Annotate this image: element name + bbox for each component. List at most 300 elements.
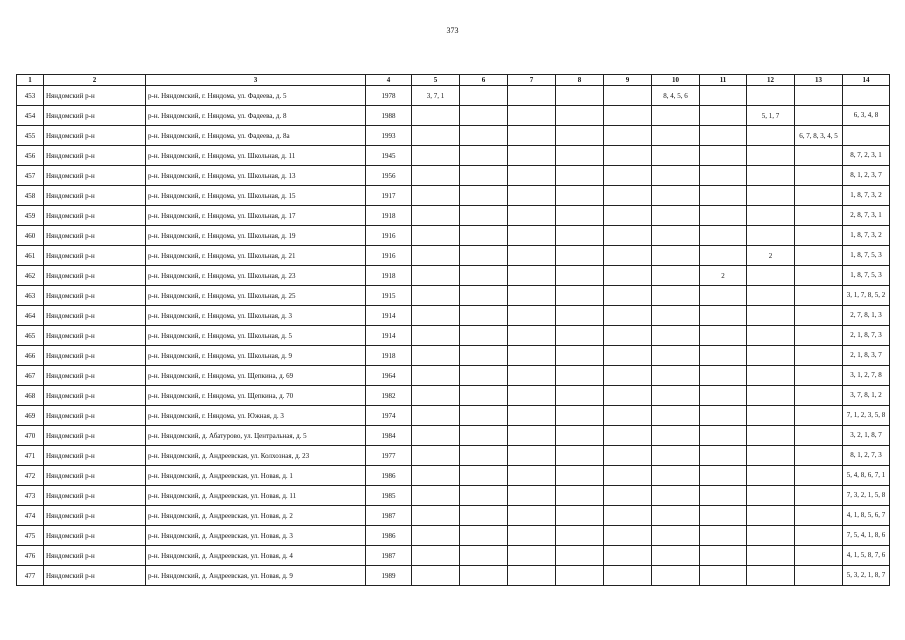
table-cell bbox=[412, 126, 460, 146]
table-cell bbox=[604, 306, 652, 326]
table-cell bbox=[460, 106, 508, 126]
table-cell bbox=[508, 566, 556, 586]
table-cell: 2, 1, 8, 7, 3 bbox=[843, 326, 890, 346]
table-cell: 8, 1, 2, 7, 3 bbox=[843, 446, 890, 466]
district-cell: Няндомский р-н bbox=[44, 106, 146, 126]
row-number-cell: 469 bbox=[17, 406, 44, 426]
table-cell bbox=[700, 566, 747, 586]
table-cell bbox=[795, 226, 843, 246]
year-cell: 1986 bbox=[366, 466, 412, 486]
table-cell bbox=[604, 106, 652, 126]
row-number-cell: 475 bbox=[17, 526, 44, 546]
district-cell: Няндомский р-н bbox=[44, 326, 146, 346]
table-cell bbox=[460, 166, 508, 186]
table-cell bbox=[604, 146, 652, 166]
table-row bbox=[17, 406, 890, 426]
table-cell bbox=[556, 506, 604, 526]
row-number-cell: 463 bbox=[17, 286, 44, 306]
table-cell bbox=[747, 146, 795, 166]
address-cell: р-н. Няндомский, г. Няндома, ул. Фадеева, д. 8 bbox=[146, 106, 366, 126]
district-cell: Няндомский р-н bbox=[44, 406, 146, 426]
table-cell bbox=[652, 386, 700, 406]
table-cell bbox=[795, 546, 843, 566]
address-cell: р-н. Няндомский, г. Няндома, ул. Школьная, д. 11 bbox=[146, 146, 366, 166]
table-cell bbox=[795, 186, 843, 206]
year-cell: 1978 bbox=[366, 86, 412, 106]
table-cell bbox=[460, 486, 508, 506]
table-cell bbox=[412, 226, 460, 246]
table-cell bbox=[508, 366, 556, 386]
table-row bbox=[17, 446, 890, 466]
table-cell bbox=[652, 546, 700, 566]
address-cell: р-н. Няндомский, г. Няндома, ул. Школьная, д. 9 bbox=[146, 346, 366, 366]
table-cell bbox=[460, 206, 508, 226]
table-cell bbox=[412, 386, 460, 406]
year-cell: 1982 bbox=[366, 386, 412, 406]
table-cell bbox=[604, 526, 652, 546]
table-cell bbox=[412, 486, 460, 506]
table-cell: 1, 8, 7, 5, 3 bbox=[843, 266, 890, 286]
table-cell: 2, 7, 8, 1, 3 bbox=[843, 306, 890, 326]
year-cell: 1916 bbox=[366, 226, 412, 246]
table-row bbox=[17, 326, 890, 346]
table-cell bbox=[460, 506, 508, 526]
table-row bbox=[17, 166, 890, 186]
row-number-cell: 471 bbox=[17, 446, 44, 466]
table-cell bbox=[747, 206, 795, 226]
table-cell: 7, 1, 2, 3, 5, 8 bbox=[843, 406, 890, 426]
district-cell: Няндомский р-н bbox=[44, 346, 146, 366]
column-header: 6 bbox=[460, 75, 508, 86]
table-cell bbox=[747, 526, 795, 546]
table-row bbox=[17, 526, 890, 546]
table-row bbox=[17, 386, 890, 406]
column-header: 8 bbox=[556, 75, 604, 86]
table-cell bbox=[747, 366, 795, 386]
table-cell bbox=[604, 346, 652, 366]
table-cell bbox=[795, 106, 843, 126]
row-number-cell: 476 bbox=[17, 546, 44, 566]
address-cell: р-н. Няндомский, г. Няндома, ул. Южная, д. 3 bbox=[146, 406, 366, 426]
table-cell bbox=[460, 406, 508, 426]
table-cell bbox=[508, 446, 556, 466]
year-cell: 1945 bbox=[366, 146, 412, 166]
table-cell bbox=[795, 266, 843, 286]
table-cell bbox=[556, 426, 604, 446]
table-cell bbox=[412, 346, 460, 366]
year-cell: 1989 bbox=[366, 566, 412, 586]
table-cell bbox=[412, 426, 460, 446]
table-cell bbox=[795, 306, 843, 326]
table-cell bbox=[700, 366, 747, 386]
table-cell bbox=[604, 546, 652, 566]
address-cell: р-н. Няндомский, д. Андреевская, ул. Новая, д. 2 bbox=[146, 506, 366, 526]
table-row bbox=[17, 106, 890, 126]
table-cell bbox=[652, 106, 700, 126]
table-cell bbox=[795, 286, 843, 306]
table-cell bbox=[460, 526, 508, 546]
table-cell bbox=[508, 506, 556, 526]
table-cell bbox=[747, 466, 795, 486]
district-cell: Няндомский р-н bbox=[44, 126, 146, 146]
table-cell: 6, 7, 8, 3, 4, 5 bbox=[795, 126, 843, 146]
column-header: 3 bbox=[146, 75, 366, 86]
table-cell: 3, 1, 2, 7, 8 bbox=[843, 366, 890, 386]
table-cell bbox=[795, 86, 843, 106]
table-cell bbox=[652, 466, 700, 486]
address-cell: р-н. Няндомский, г. Няндома, ул. Школьная, д. 25 bbox=[146, 286, 366, 306]
table-cell bbox=[556, 306, 604, 326]
table-cell bbox=[508, 526, 556, 546]
district-cell: Няндомский р-н bbox=[44, 146, 146, 166]
table-cell bbox=[508, 346, 556, 366]
table-cell bbox=[652, 286, 700, 306]
table-cell bbox=[604, 366, 652, 386]
table-cell bbox=[604, 326, 652, 346]
table-cell bbox=[508, 546, 556, 566]
table-cell bbox=[747, 186, 795, 206]
table-cell bbox=[795, 406, 843, 426]
table-cell bbox=[412, 266, 460, 286]
row-number-cell: 477 bbox=[17, 566, 44, 586]
table-cell: 3, 1, 7, 8, 5, 2 bbox=[843, 286, 890, 306]
table-cell bbox=[700, 146, 747, 166]
table-cell bbox=[604, 466, 652, 486]
table-cell bbox=[747, 306, 795, 326]
table-cell bbox=[604, 566, 652, 586]
table-cell bbox=[700, 86, 747, 106]
district-cell: Няндомский р-н bbox=[44, 486, 146, 506]
district-cell: Няндомский р-н bbox=[44, 466, 146, 486]
table-cell bbox=[652, 446, 700, 466]
table-cell bbox=[652, 166, 700, 186]
table-cell bbox=[604, 126, 652, 146]
table-cell bbox=[604, 486, 652, 506]
table-cell bbox=[556, 106, 604, 126]
table-row bbox=[17, 566, 890, 586]
row-number-cell: 468 bbox=[17, 386, 44, 406]
table-cell bbox=[652, 306, 700, 326]
table-cell bbox=[604, 86, 652, 106]
table-cell bbox=[508, 146, 556, 166]
table-cell bbox=[508, 486, 556, 506]
table-cell bbox=[652, 426, 700, 446]
table-cell bbox=[508, 166, 556, 186]
row-number-cell: 459 bbox=[17, 206, 44, 226]
row-number-cell: 472 bbox=[17, 466, 44, 486]
table-cell bbox=[412, 166, 460, 186]
table-cell: 2 bbox=[747, 246, 795, 266]
table-cell bbox=[652, 406, 700, 426]
table-cell bbox=[652, 326, 700, 346]
column-header: 7 bbox=[508, 75, 556, 86]
table-cell bbox=[412, 546, 460, 566]
table-cell bbox=[700, 546, 747, 566]
table-cell: 5, 3, 2, 1, 8, 7 bbox=[843, 566, 890, 586]
table-cell bbox=[604, 426, 652, 446]
district-cell: Няндомский р-н bbox=[44, 526, 146, 546]
table-cell bbox=[412, 406, 460, 426]
table-cell bbox=[412, 246, 460, 266]
column-header: 5 bbox=[412, 75, 460, 86]
table-row bbox=[17, 186, 890, 206]
row-number-cell: 464 bbox=[17, 306, 44, 326]
district-cell: Няндомский р-н bbox=[44, 366, 146, 386]
table-cell bbox=[652, 566, 700, 586]
register-table bbox=[16, 74, 890, 586]
table-cell bbox=[460, 326, 508, 346]
table-cell bbox=[604, 246, 652, 266]
table-cell bbox=[460, 286, 508, 306]
address-cell: р-н. Няндомский, г. Няндома, ул. Школьная, д. 5 bbox=[146, 326, 366, 346]
table-cell bbox=[556, 446, 604, 466]
table-cell bbox=[412, 306, 460, 326]
table-cell bbox=[604, 286, 652, 306]
table-cell bbox=[508, 466, 556, 486]
column-header: 1 bbox=[17, 75, 44, 86]
table-cell bbox=[508, 386, 556, 406]
district-cell: Няндомский р-н bbox=[44, 546, 146, 566]
table-cell bbox=[747, 126, 795, 146]
table-row bbox=[17, 346, 890, 366]
table-cell bbox=[652, 186, 700, 206]
column-header: 11 bbox=[700, 75, 747, 86]
table-cell bbox=[604, 266, 652, 286]
table-cell bbox=[700, 386, 747, 406]
table-cell bbox=[460, 146, 508, 166]
table-cell bbox=[556, 566, 604, 586]
table-cell bbox=[460, 566, 508, 586]
district-cell: Няндомский р-н bbox=[44, 86, 146, 106]
table-cell bbox=[700, 526, 747, 546]
address-cell: р-н. Няндомский, г. Няндома, ул. Школьная, д. 17 bbox=[146, 206, 366, 226]
table-cell bbox=[604, 166, 652, 186]
table-cell bbox=[700, 446, 747, 466]
table-row bbox=[17, 146, 890, 166]
table-cell bbox=[795, 386, 843, 406]
district-cell: Няндомский р-н bbox=[44, 266, 146, 286]
table-cell bbox=[556, 166, 604, 186]
page-number: 373 bbox=[446, 26, 459, 35]
table-cell bbox=[747, 566, 795, 586]
table-body bbox=[17, 86, 890, 586]
table-cell bbox=[508, 186, 556, 206]
table-cell bbox=[700, 346, 747, 366]
table-cell bbox=[747, 486, 795, 506]
table-cell bbox=[747, 346, 795, 366]
address-cell: р-н. Няндомский, г. Няндома, ул. Школьная, д. 21 bbox=[146, 246, 366, 266]
table-cell bbox=[700, 126, 747, 146]
table-cell bbox=[460, 426, 508, 446]
table-cell: 4, 1, 8, 5, 6, 7 bbox=[843, 506, 890, 526]
table-cell bbox=[795, 206, 843, 226]
table-cell: 5, 4, 8, 6, 7, 1 bbox=[843, 466, 890, 486]
table-cell bbox=[700, 506, 747, 526]
table-cell bbox=[460, 266, 508, 286]
year-cell: 1918 bbox=[366, 206, 412, 226]
table-cell bbox=[652, 526, 700, 546]
table-cell bbox=[652, 366, 700, 386]
address-cell: р-н. Няндомский, г. Няндома, ул. Школьная, д. 15 bbox=[146, 186, 366, 206]
table-cell bbox=[652, 246, 700, 266]
table-cell bbox=[508, 406, 556, 426]
address-cell: р-н. Няндомский, д. Андреевская, ул. Колхозная, д. 23 bbox=[146, 446, 366, 466]
table-cell bbox=[795, 146, 843, 166]
table-cell bbox=[795, 466, 843, 486]
table-cell: 6, 3, 4, 8 bbox=[843, 106, 890, 126]
table-cell bbox=[508, 206, 556, 226]
year-cell: 1917 bbox=[366, 186, 412, 206]
table-cell bbox=[700, 406, 747, 426]
table-row bbox=[17, 506, 890, 526]
table-cell bbox=[508, 246, 556, 266]
table-cell bbox=[412, 326, 460, 346]
table-cell bbox=[795, 166, 843, 186]
address-cell: р-н. Няндомский, г. Няндома, ул. Школьная, д. 3 bbox=[146, 306, 366, 326]
year-cell: 1988 bbox=[366, 106, 412, 126]
year-cell: 1914 bbox=[366, 306, 412, 326]
table-cell bbox=[795, 426, 843, 446]
year-cell: 1915 bbox=[366, 286, 412, 306]
row-number-cell: 456 bbox=[17, 146, 44, 166]
table-row bbox=[17, 286, 890, 306]
table-cell bbox=[412, 286, 460, 306]
table-cell bbox=[747, 386, 795, 406]
row-number-cell: 455 bbox=[17, 126, 44, 146]
table-cell bbox=[747, 546, 795, 566]
table-cell bbox=[556, 406, 604, 426]
table-cell bbox=[412, 466, 460, 486]
table-row bbox=[17, 466, 890, 486]
table-cell bbox=[700, 246, 747, 266]
row-number-cell: 462 bbox=[17, 266, 44, 286]
table-cell bbox=[795, 566, 843, 586]
table-cell bbox=[652, 126, 700, 146]
column-header: 2 bbox=[44, 75, 146, 86]
table-cell: 8, 4, 5, 6 bbox=[652, 86, 700, 106]
table-cell bbox=[556, 286, 604, 306]
row-number-cell: 461 bbox=[17, 246, 44, 266]
address-cell: р-н. Няндомский, г. Няндома, ул. Школьная, д. 23 bbox=[146, 266, 366, 286]
table-cell bbox=[604, 386, 652, 406]
row-number-cell: 465 bbox=[17, 326, 44, 346]
table-cell bbox=[460, 226, 508, 246]
table-cell bbox=[556, 366, 604, 386]
address-cell: р-н. Няндомский, г. Няндома, ул. Школьная, д. 19 bbox=[146, 226, 366, 246]
table-cell bbox=[556, 326, 604, 346]
table-cell bbox=[652, 346, 700, 366]
table-cell bbox=[843, 86, 890, 106]
district-cell: Няндомский р-н bbox=[44, 206, 146, 226]
district-cell: Няндомский р-н bbox=[44, 446, 146, 466]
table-cell bbox=[700, 186, 747, 206]
table-cell bbox=[700, 106, 747, 126]
table-cell bbox=[604, 226, 652, 246]
table-cell bbox=[412, 446, 460, 466]
table-cell: 7, 5, 4, 1, 8, 6 bbox=[843, 526, 890, 546]
table-cell bbox=[795, 446, 843, 466]
year-cell: 1956 bbox=[366, 166, 412, 186]
table-cell bbox=[700, 206, 747, 226]
table-cell bbox=[747, 406, 795, 426]
row-number-cell: 460 bbox=[17, 226, 44, 246]
table-cell bbox=[556, 346, 604, 366]
table-row bbox=[17, 426, 890, 446]
table-cell bbox=[556, 226, 604, 246]
address-cell: р-н. Няндомский, г. Няндома, ул. Щепкина, д. 70 bbox=[146, 386, 366, 406]
row-number-cell: 466 bbox=[17, 346, 44, 366]
table-cell bbox=[795, 486, 843, 506]
row-number-cell: 454 bbox=[17, 106, 44, 126]
district-cell: Няндомский р-н bbox=[44, 386, 146, 406]
table-cell bbox=[460, 86, 508, 106]
column-header: 9 bbox=[604, 75, 652, 86]
table-cell bbox=[460, 366, 508, 386]
table-cell bbox=[604, 206, 652, 226]
table-cell bbox=[556, 246, 604, 266]
table-cell: 3, 7, 8, 1, 2 bbox=[843, 386, 890, 406]
year-cell: 1993 bbox=[366, 126, 412, 146]
table-cell bbox=[412, 186, 460, 206]
table-cell bbox=[747, 266, 795, 286]
table-cell bbox=[747, 166, 795, 186]
table-cell bbox=[508, 266, 556, 286]
table-cell bbox=[508, 286, 556, 306]
table-cell bbox=[652, 266, 700, 286]
table-cell bbox=[556, 266, 604, 286]
district-cell: Няндомский р-н bbox=[44, 246, 146, 266]
table-cell bbox=[412, 106, 460, 126]
address-cell: р-н. Няндомский, д. Андреевская, ул. Новая, д. 11 bbox=[146, 486, 366, 506]
table-cell bbox=[556, 206, 604, 226]
row-number-cell: 467 bbox=[17, 366, 44, 386]
table-row bbox=[17, 206, 890, 226]
year-cell: 1964 bbox=[366, 366, 412, 386]
district-cell: Няндомский р-н bbox=[44, 286, 146, 306]
table-row bbox=[17, 226, 890, 246]
district-cell: Няндомский р-н bbox=[44, 166, 146, 186]
table-cell bbox=[508, 426, 556, 446]
table-cell bbox=[556, 146, 604, 166]
table-cell bbox=[412, 366, 460, 386]
table-cell bbox=[604, 186, 652, 206]
year-cell: 1977 bbox=[366, 446, 412, 466]
table-cell: 2, 8, 7, 3, 1 bbox=[843, 206, 890, 226]
table-cell bbox=[556, 526, 604, 546]
address-cell: р-н. Няндомский, д. Андреевская, ул. Новая, д. 1 bbox=[146, 466, 366, 486]
table-cell bbox=[460, 346, 508, 366]
table-cell bbox=[556, 466, 604, 486]
table-cell bbox=[795, 366, 843, 386]
table-row bbox=[17, 266, 890, 286]
table-row bbox=[17, 486, 890, 506]
table-cell bbox=[412, 506, 460, 526]
table-cell bbox=[795, 526, 843, 546]
table-cell bbox=[795, 246, 843, 266]
table-cell bbox=[747, 226, 795, 246]
table-cell bbox=[700, 426, 747, 446]
table-cell bbox=[795, 346, 843, 366]
year-cell: 1916 bbox=[366, 246, 412, 266]
table-cell bbox=[604, 446, 652, 466]
column-header: 12 bbox=[747, 75, 795, 86]
table-cell bbox=[652, 506, 700, 526]
table-cell bbox=[652, 486, 700, 506]
column-header: 4 bbox=[366, 75, 412, 86]
table-cell bbox=[460, 386, 508, 406]
table-cell bbox=[652, 146, 700, 166]
address-cell: р-н. Няндомский, г. Няндома, ул. Щепкина, д. 69 bbox=[146, 366, 366, 386]
